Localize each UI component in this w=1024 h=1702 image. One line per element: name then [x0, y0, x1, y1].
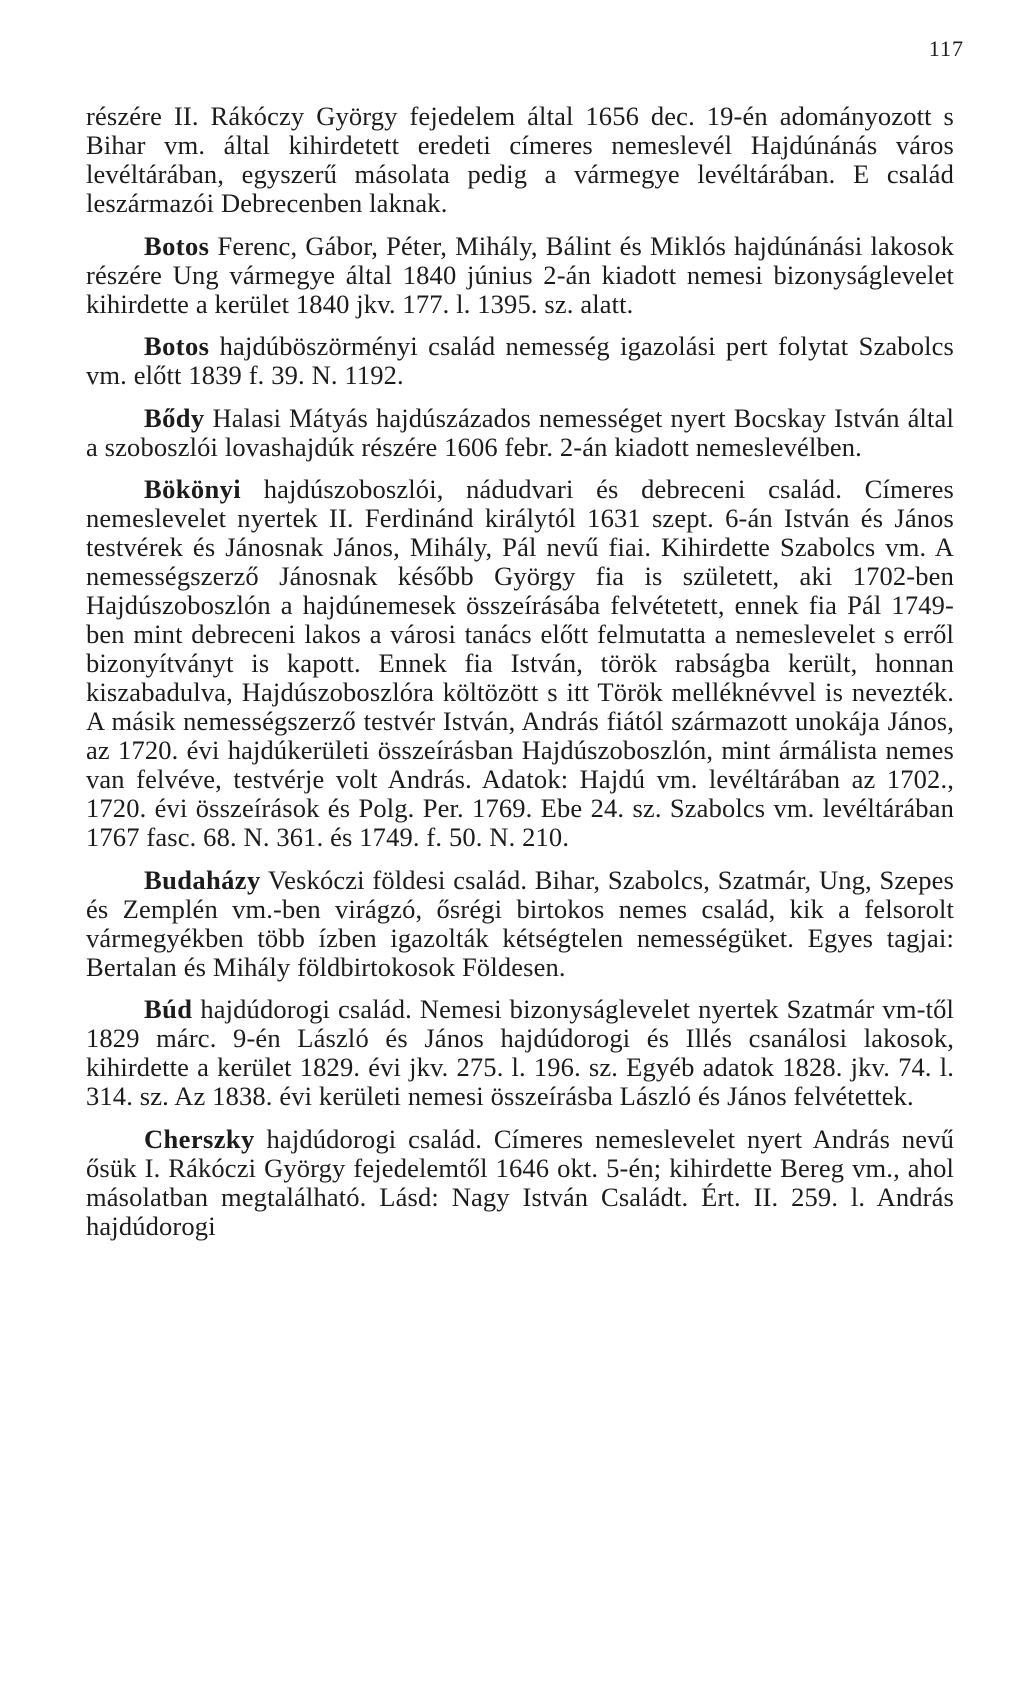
entry-text: hajdúszoboszlói, nádudvari és debreceni család. Címeres nemeslevelet nyertek II. Ferdinánd királytól 1631 szept. 6-án István és János testvérek és Jánosnak János, Mihály, Pál nevű fiai. Kihirdette Szabolcs vm. A nemességszerző Jánosnak később György fia is született, aki 1702-ben Hajdúszoboszlón a hajdúnemesek összeírásába felvétetett, ennek fia Pál 1749-ben mint debreceni lakos a városi tanács előtt felmutatta a nemeslevelet s erről bizonyítványt is kapott. Ennek fia István, török rabságba került, honnan kiszabadulva, Hajdúszoboszlóra költözött s itt Török melléknévvel is nevezték. A másik nemességszerző testvér István, András fiától származott unokája János, az 1720. évi hajdúkerületi összeírásban Hajdúszoboszlón, mint ármálista nemes van felvéve, testvérje volt András. Adatok: Hajdú vm. levéltárában az 1702., 1720. évi összeírások és Polg. Per. 1769. Ebe 24. sz. Szabolcs vm. levéltárában 1767 fasc. 68. N. 361. és 1749. f. 50. N. 210. [86, 474, 954, 852]
entry-text: hajdúdorogi család. Címeres nemeslevelet nyert András nevű ősük I. Rákóczi György fejedelemtől 1646 okt. 5-én; kihirdette Bereg vm., ahol másolatban megtalálható. Lásd: Nagy István Családt. Ért. II. 259. l. András hajdúdorogi [86, 1123, 954, 1241]
entry-bokonyi [86, 475, 954, 852]
entry-bud [86, 995, 954, 1111]
entry-botos-hajduboszormeny [86, 332, 954, 390]
text-column [86, 102, 954, 1254]
entry-cherszky [86, 1125, 954, 1241]
entry-headword: Budaházy [144, 864, 261, 895]
entry-headword: Bődy [144, 402, 205, 433]
page-number: 117 [928, 36, 964, 61]
paragraph-continuation [86, 102, 954, 218]
entry-budahazy [86, 866, 954, 982]
entry-text: Ferenc, Gábor, Péter, Mihály, Bálint és Miklós hajdúnánási lakosok részére Ung vármegye által 1840 június 2-án kiadott nemesi bizonyságlevelet kihirdette a kerület 1840 jkv. 177. l. 1395. sz. alatt. [86, 230, 954, 319]
entry-headword: Búd [144, 994, 193, 1024]
entry-text: Veskóczi földesi család. Bihar, Szabolcs, Szatmár, Ung, Szepes és Zemplén vm.-ben virágzó, ősrégi birtokos nemes család, kik a felsorolt vármegyékben több ízben igazolták kétségtelen nemességüket. Egyes tagjai: Bertalan és Mihály földbirtokosok Földesen. [86, 864, 954, 982]
entry-headword: Botos [144, 331, 210, 361]
entry-headword: Botos [144, 230, 210, 261]
entry-headword: Cherszky [144, 1123, 255, 1154]
entry-botos-hajdunanas [86, 232, 954, 319]
entry-text: hajdúdorogi család. Nemesi bizonyságlevelet nyertek Szatmár vm-től 1829 márc. 9-én László és János hajdúdorogi és Illés csanálosi lakosok, kihirdette a kerület 1829. évi jkv. 275. l. 196. sz. Egyéb adatok 1828. jkv. 74. l. 314. sz. Az 1838. évi kerületi nemesi összeírásba László és János felvétettek. [86, 994, 954, 1111]
entry-text: Halasi Mátyás hajdúszázados nemességet nyert Bocskay István által a szoboszlói lovashajdúk részére 1606 febr. 2-án kiadott nemeslevélben. [86, 402, 954, 462]
entry-body [86, 404, 954, 462]
entry-text: hajdúböszörményi család nemesség igazolási pert folytat Szabolcs vm. előtt 1839 f. 39. N. 1192. [86, 331, 954, 390]
entry-headword: Bökönyi [144, 474, 242, 504]
paragraph-text: részére II. Rákóczy György fejedelem által 1656 dec. 19-én adományozott s Bihar vm. által kihirdetett eredeti címeres nemeslevél Hajdúnánás város levéltárában, egyszerű másolata pedig a vármegye levéltárában. E család leszármazói Debrecenben laknak. [86, 101, 954, 218]
